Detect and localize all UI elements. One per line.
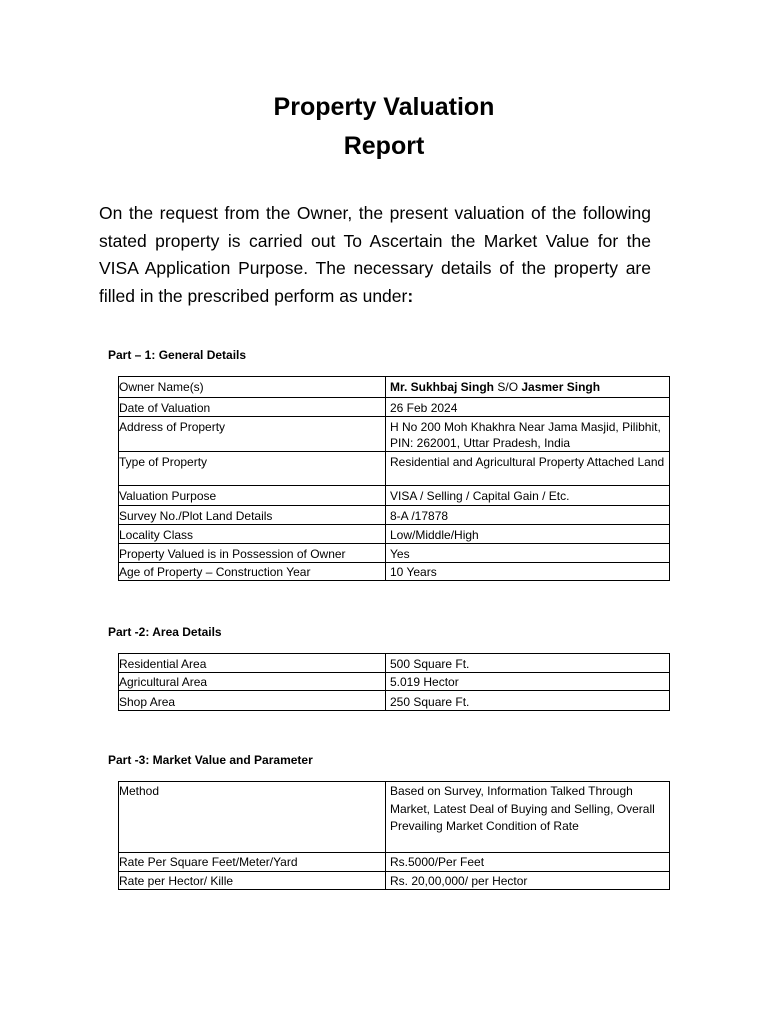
table-row <box>119 452 670 486</box>
row-label: Age of Property – Construction Year <box>119 563 386 581</box>
market-value-table <box>118 781 670 890</box>
row-label: Address of Property <box>119 417 386 452</box>
row-label: Date of Valuation <box>119 398 386 417</box>
row-value: Rs. 20,00,000/ per Hector <box>386 872 670 890</box>
row-value: VISA / Selling / Capital Gain / Etc. <box>386 486 670 506</box>
table-row <box>119 506 670 525</box>
report-title-line2: Report <box>343 132 425 160</box>
table-row <box>119 563 670 581</box>
row-label: Rate per Hector/ Kille <box>119 872 386 890</box>
row-value: 500 Square Ft. <box>386 654 670 673</box>
row-label: Survey No./Plot Land Details <box>119 506 386 525</box>
row-value: H No 200 Moh Khakhra Near Jama Masjid, Pilibhit, PIN: 262001, Uttar Pradesh, India <box>386 417 670 452</box>
row-value: Low/Middle/High <box>386 525 670 544</box>
owner-label: Owner Name(s) <box>119 377 386 398</box>
row-label: Method <box>119 782 386 853</box>
table-row <box>119 525 670 544</box>
report-title-line1: Property Valuation <box>273 93 495 121</box>
row-value: 5.019 Hector <box>386 673 670 691</box>
row-label: Type of Property <box>119 452 386 486</box>
table-row <box>119 398 670 417</box>
intro-paragraph <box>99 200 651 310</box>
row-value: Based on Survey, Information Talked Through Market, Latest Deal of Buying and Selling, Overall Prevailing Market Condition of Rate <box>386 782 670 853</box>
row-label: Property Valued is in Possession of Owner <box>119 544 386 563</box>
part3-heading: Part -3: Market Value and Parameter <box>108 753 313 767</box>
owner-father-name: Jasmer Singh <box>521 380 601 394</box>
intro-text: On the request from the Owner, the present valuation of the following stated property is carried out To Ascertain the Market Value for the VISA Application Purpose. The necessary details of the property are filled in the prescribed perform as under <box>99 203 651 306</box>
owner-value <box>386 377 670 398</box>
row-label: Agricultural Area <box>119 673 386 691</box>
intro-colon: : <box>407 285 414 306</box>
row-value: 8-A /17878 <box>386 506 670 525</box>
row-label: Shop Area <box>119 691 386 711</box>
table-row <box>119 872 670 890</box>
row-label: Locality Class <box>119 525 386 544</box>
area-details-table <box>118 653 670 711</box>
part2-heading: Part -2: Area Details <box>108 625 222 639</box>
table-row <box>119 853 670 872</box>
table-row <box>119 417 670 452</box>
table-row <box>119 544 670 563</box>
owner-name: Mr. Sukhbaj Singh <box>390 380 495 394</box>
table-row <box>119 377 670 398</box>
row-label: Rate Per Square Feet/Meter/Yard <box>119 853 386 872</box>
general-details-table <box>118 376 670 581</box>
part1-heading: Part – 1: General Details <box>108 348 247 362</box>
table-row <box>119 654 670 673</box>
row-value: 26 Feb 2024 <box>386 398 670 417</box>
row-label: Residential Area <box>119 654 386 673</box>
row-label: Valuation Purpose <box>119 486 386 506</box>
table-row <box>119 673 670 691</box>
row-value: 250 Square Ft. <box>386 691 670 711</box>
table-row <box>119 691 670 711</box>
row-value: Rs.5000/Per Feet <box>386 853 670 872</box>
row-value: Yes <box>386 544 670 563</box>
row-value: Residential and Agricultural Property Attached Land <box>386 452 670 486</box>
row-value: 10 Years <box>386 563 670 581</box>
table-row <box>119 486 670 506</box>
owner-relation: S/O <box>494 380 522 394</box>
table-row <box>119 782 670 853</box>
